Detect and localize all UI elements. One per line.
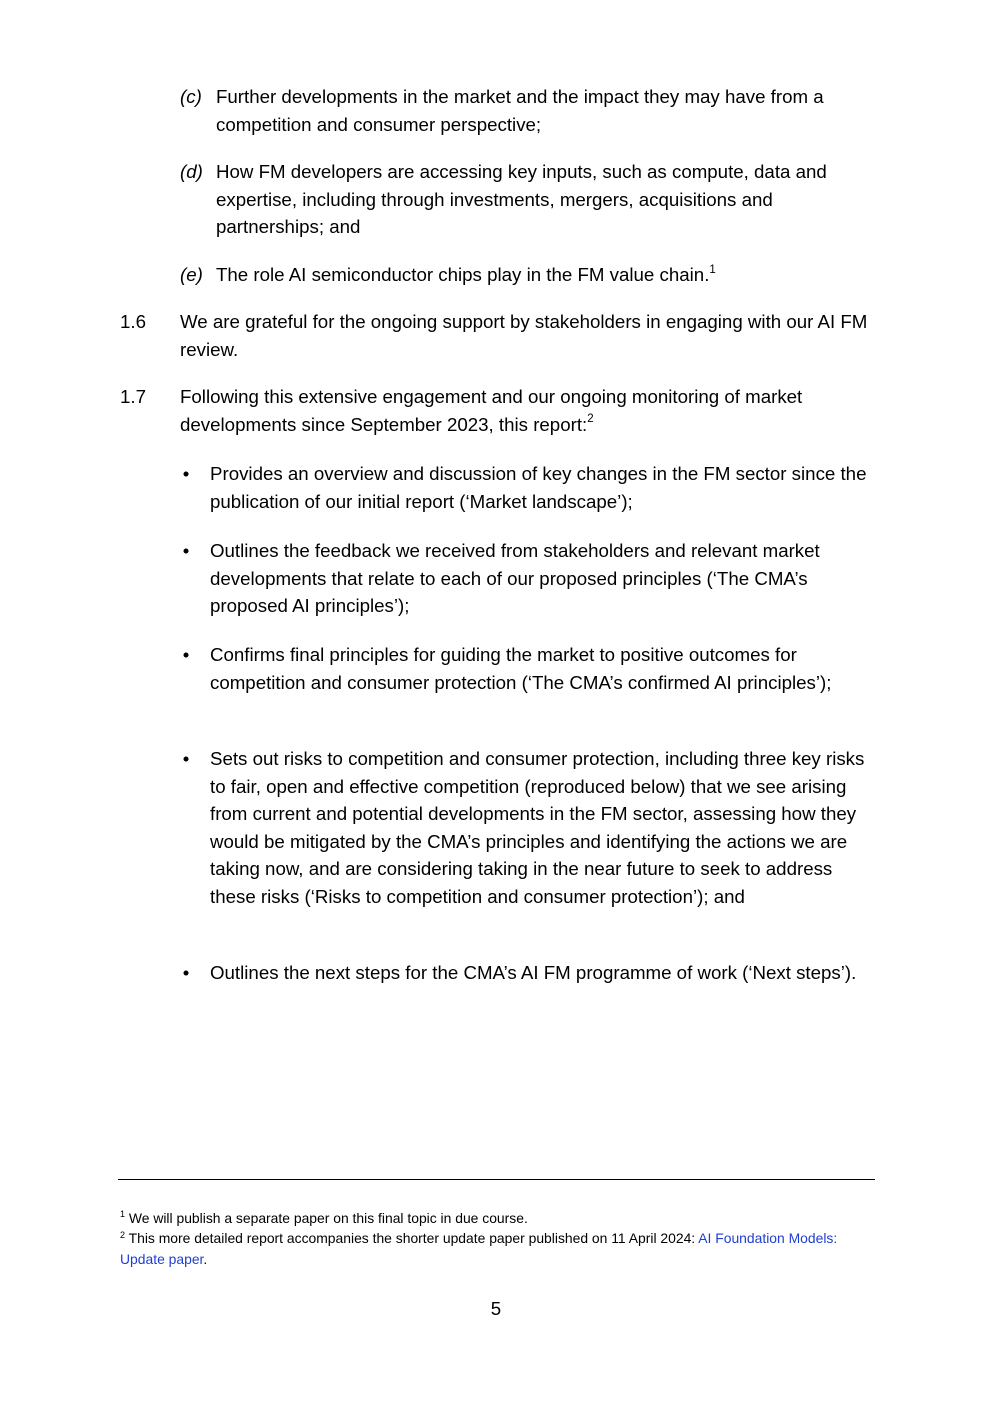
paragraph-text: We are grateful for the ongoing support by stakeholders in engaging with our AI FM review.: [180, 311, 868, 360]
bullet-text: Outlines the feedback we received from stakeholders and relevant market developments that relate to each of our proposed principles (‘The CMA’s proposed AI principles’);: [210, 540, 820, 617]
bullet-item: [180, 641, 880, 696]
bullet-text: Provides an overview and discussion of key changes in the FM sector since the publication of our initial report (‘Market landscape’);: [210, 463, 867, 512]
bullet-icon: •: [182, 962, 190, 983]
footnote-link[interactable]: AI Foundation Models: Update paper: [120, 1230, 838, 1267]
paragraph-1-6: [120, 308, 880, 363]
footnote-separator: [118, 1179, 875, 1180]
footnotes: [120, 1208, 880, 1269]
footnote-marker: 1: [120, 1209, 126, 1220]
list-item-text: How FM developers are accessing key inputs, such as compute, data and expertise, including through investments, mergers, acquisitions and partnerships; and: [216, 161, 827, 238]
bullet-icon: •: [182, 540, 190, 561]
paragraph-number: 1.7: [120, 386, 146, 407]
list-item-e: [180, 261, 880, 289]
list-item-label: (c): [180, 86, 202, 107]
bullet-text: Outlines the next steps for the CMA’s AI FM programme of work (‘Next steps’).: [210, 962, 857, 983]
bullet-icon: •: [182, 463, 190, 484]
bullet-item: [180, 460, 880, 515]
list-item-text: The role AI semiconductor chips play in the FM value chain.$^1$: [216, 263, 716, 285]
footnote-2: [120, 1228, 880, 1269]
footnote-marker: 2: [120, 1229, 126, 1240]
paragraph-text: Following this extensive engagement and our ongoing monitoring of market developments since September 2023, this report:$^2$: [180, 386, 803, 435]
list-item-label: (e): [180, 264, 203, 285]
bullet-icon: •: [182, 748, 190, 769]
footnote-text-end: .: [203, 1250, 208, 1267]
paragraph-number: 1.6: [120, 311, 146, 332]
footnote-text: This more detailed report accompanies the shorter update paper published on 11 April 2024:: [128, 1230, 699, 1247]
paragraph-1-7: [120, 383, 880, 438]
page-number: 5: [490, 1298, 502, 1319]
bullet-item: [180, 745, 880, 911]
bullet-text: Confirms final principles for guiding the market to positive outcomes for competition and consumer protection (‘The CMA’s confirmed AI principles’);: [210, 644, 832, 693]
footnote-ref-1[interactable]: 1: [709, 263, 716, 276]
list-item-label: (d): [180, 161, 203, 182]
bullet-icon: •: [182, 644, 190, 665]
footnote-ref-2[interactable]: 2: [587, 413, 594, 426]
footnote-1: [120, 1208, 880, 1228]
bullet-item: [180, 959, 880, 987]
list-item-c: [180, 83, 880, 138]
footnote-text: We will publish a separate paper on this final topic in due course.: [128, 1210, 528, 1226]
bullet-item: [180, 537, 880, 620]
list-item-text: Further developments in the market and the impact they may have from a competition and consumer perspective;: [216, 86, 824, 135]
bullet-text: Sets out risks to competition and consumer protection, including three key risks to fair, open and effective competition (reproduced below) that we see arising from current and potential developments in the FM sector, assessing how they would be mitigated by the CMA’s principles and identifying the actions we are taking now, and are considering taking in the near future to seek to address these risks (‘Risks to competition and consumer protection’); and: [210, 748, 865, 907]
list-item-d: [180, 158, 880, 241]
